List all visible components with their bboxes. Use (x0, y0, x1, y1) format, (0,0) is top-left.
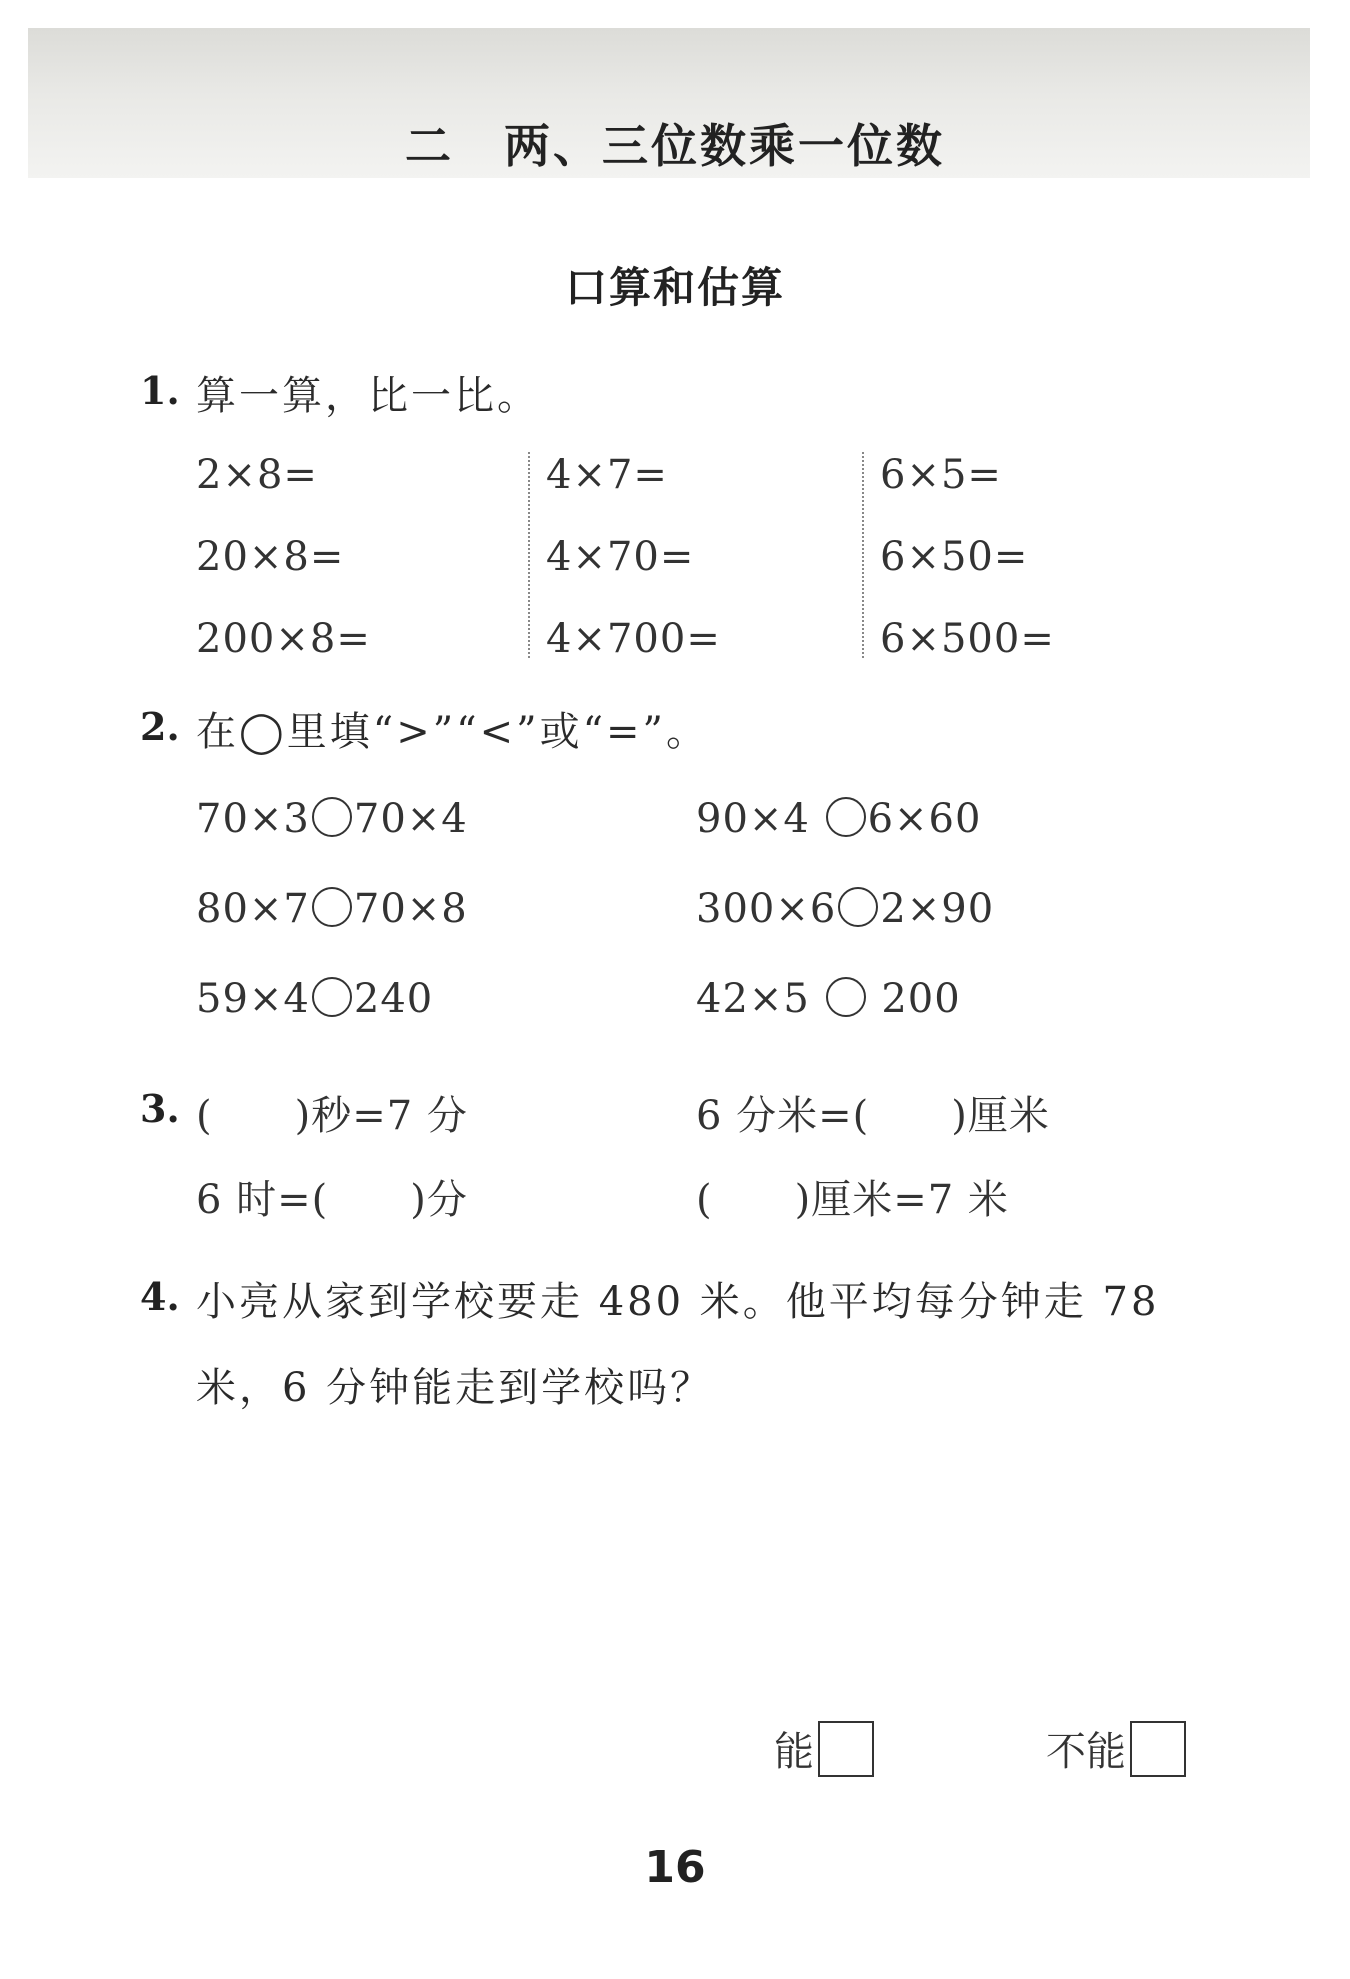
q2-compare-right-3 (696, 976, 961, 1022)
question-4-line-2: 米，6 分钟能走到学校吗？ (196, 1365, 714, 1411)
dotted-divider-1 (528, 452, 530, 658)
q2-left-3-b: 240 (353, 976, 434, 1022)
q3-item-2: 6 分米=( )厘米 (696, 1093, 1050, 1139)
q1-col1-expr-1: 2×8= (196, 452, 318, 498)
choice-yes-label: 能 (774, 1729, 814, 1775)
q1-col3-expr-1: 6×5= (880, 452, 1002, 498)
q2-compare-left-3 (196, 976, 433, 1022)
dotted-divider-2 (862, 452, 864, 658)
q2-compare-left-2 (196, 886, 468, 932)
question-2-instruction: 在◯里填“>”“<”或“=”。 (196, 709, 710, 755)
choice-yes (774, 1720, 874, 1777)
chapter-title-text: 两、三位数乘一位数 (504, 119, 945, 173)
q2-right-3-b: 200 (881, 976, 961, 1022)
q2-left-2-a: 80×7 (196, 886, 310, 932)
q2-right-2-b: 2×90 (880, 886, 995, 932)
q2-compare-right-1 (696, 796, 981, 842)
question-4-line-1: 小亮从家到学校要走 480 米。他平均每分钟走 78 (196, 1279, 1160, 1325)
q1-col1-expr-2: 20×8= (196, 534, 345, 580)
q1-col1-expr-3: 200×8= (196, 616, 371, 662)
answer-circle[interactable] (312, 797, 352, 837)
page-number: 16 (644, 1842, 706, 1893)
q1-col3-expr-2: 6×50= (880, 534, 1029, 580)
q2-right-1-b: 6×60 (867, 796, 982, 842)
q2-right-2-a: 300×6 (696, 886, 837, 932)
q2-left-2-b: 70×8 (353, 886, 468, 932)
answer-circle[interactable] (826, 797, 866, 837)
checkbox-no[interactable] (1130, 1721, 1186, 1777)
choice-no-label: 不能 (1046, 1729, 1126, 1775)
q3-item-3: 6 时=( )分 (196, 1177, 468, 1223)
q2-compare-right-2 (696, 886, 994, 932)
checkbox-yes[interactable] (818, 1721, 874, 1777)
q3-item-1: ( )秒=7 分 (196, 1093, 468, 1139)
question-2-number: 2. (140, 704, 180, 749)
q2-left-1-a: 70×3 (196, 796, 310, 842)
section-title: 口算和估算 (564, 263, 785, 312)
q2-compare-left-1 (196, 796, 468, 842)
question-3-number: 3. (140, 1086, 180, 1131)
q2-right-1-a: 90×4 (696, 796, 810, 842)
answer-circle[interactable] (312, 977, 352, 1017)
q1-col2-expr-1: 4×7= (546, 452, 668, 498)
q1-col2-expr-3: 4×700= (546, 616, 721, 662)
answer-circle[interactable] (838, 887, 878, 927)
choice-no (1046, 1720, 1186, 1777)
q1-col3-expr-3: 6×500= (880, 616, 1055, 662)
answer-circle[interactable] (826, 977, 866, 1017)
q1-col2-expr-2: 4×70= (546, 534, 695, 580)
question-1-instruction: 算一算，比一比。 (196, 373, 540, 419)
answer-circle[interactable] (312, 887, 352, 927)
q2-right-3-a: 42×5 (696, 976, 810, 1022)
q2-left-3-a: 59×4 (196, 976, 310, 1022)
question-1-number: 1. (140, 368, 180, 413)
chapter-number: 二 (405, 119, 454, 173)
chapter-title (0, 110, 1350, 176)
question-4-number: 4. (140, 1274, 180, 1319)
q2-left-1-b: 70×4 (353, 796, 468, 842)
q3-item-4: ( )厘米=7 米 (696, 1177, 1009, 1223)
